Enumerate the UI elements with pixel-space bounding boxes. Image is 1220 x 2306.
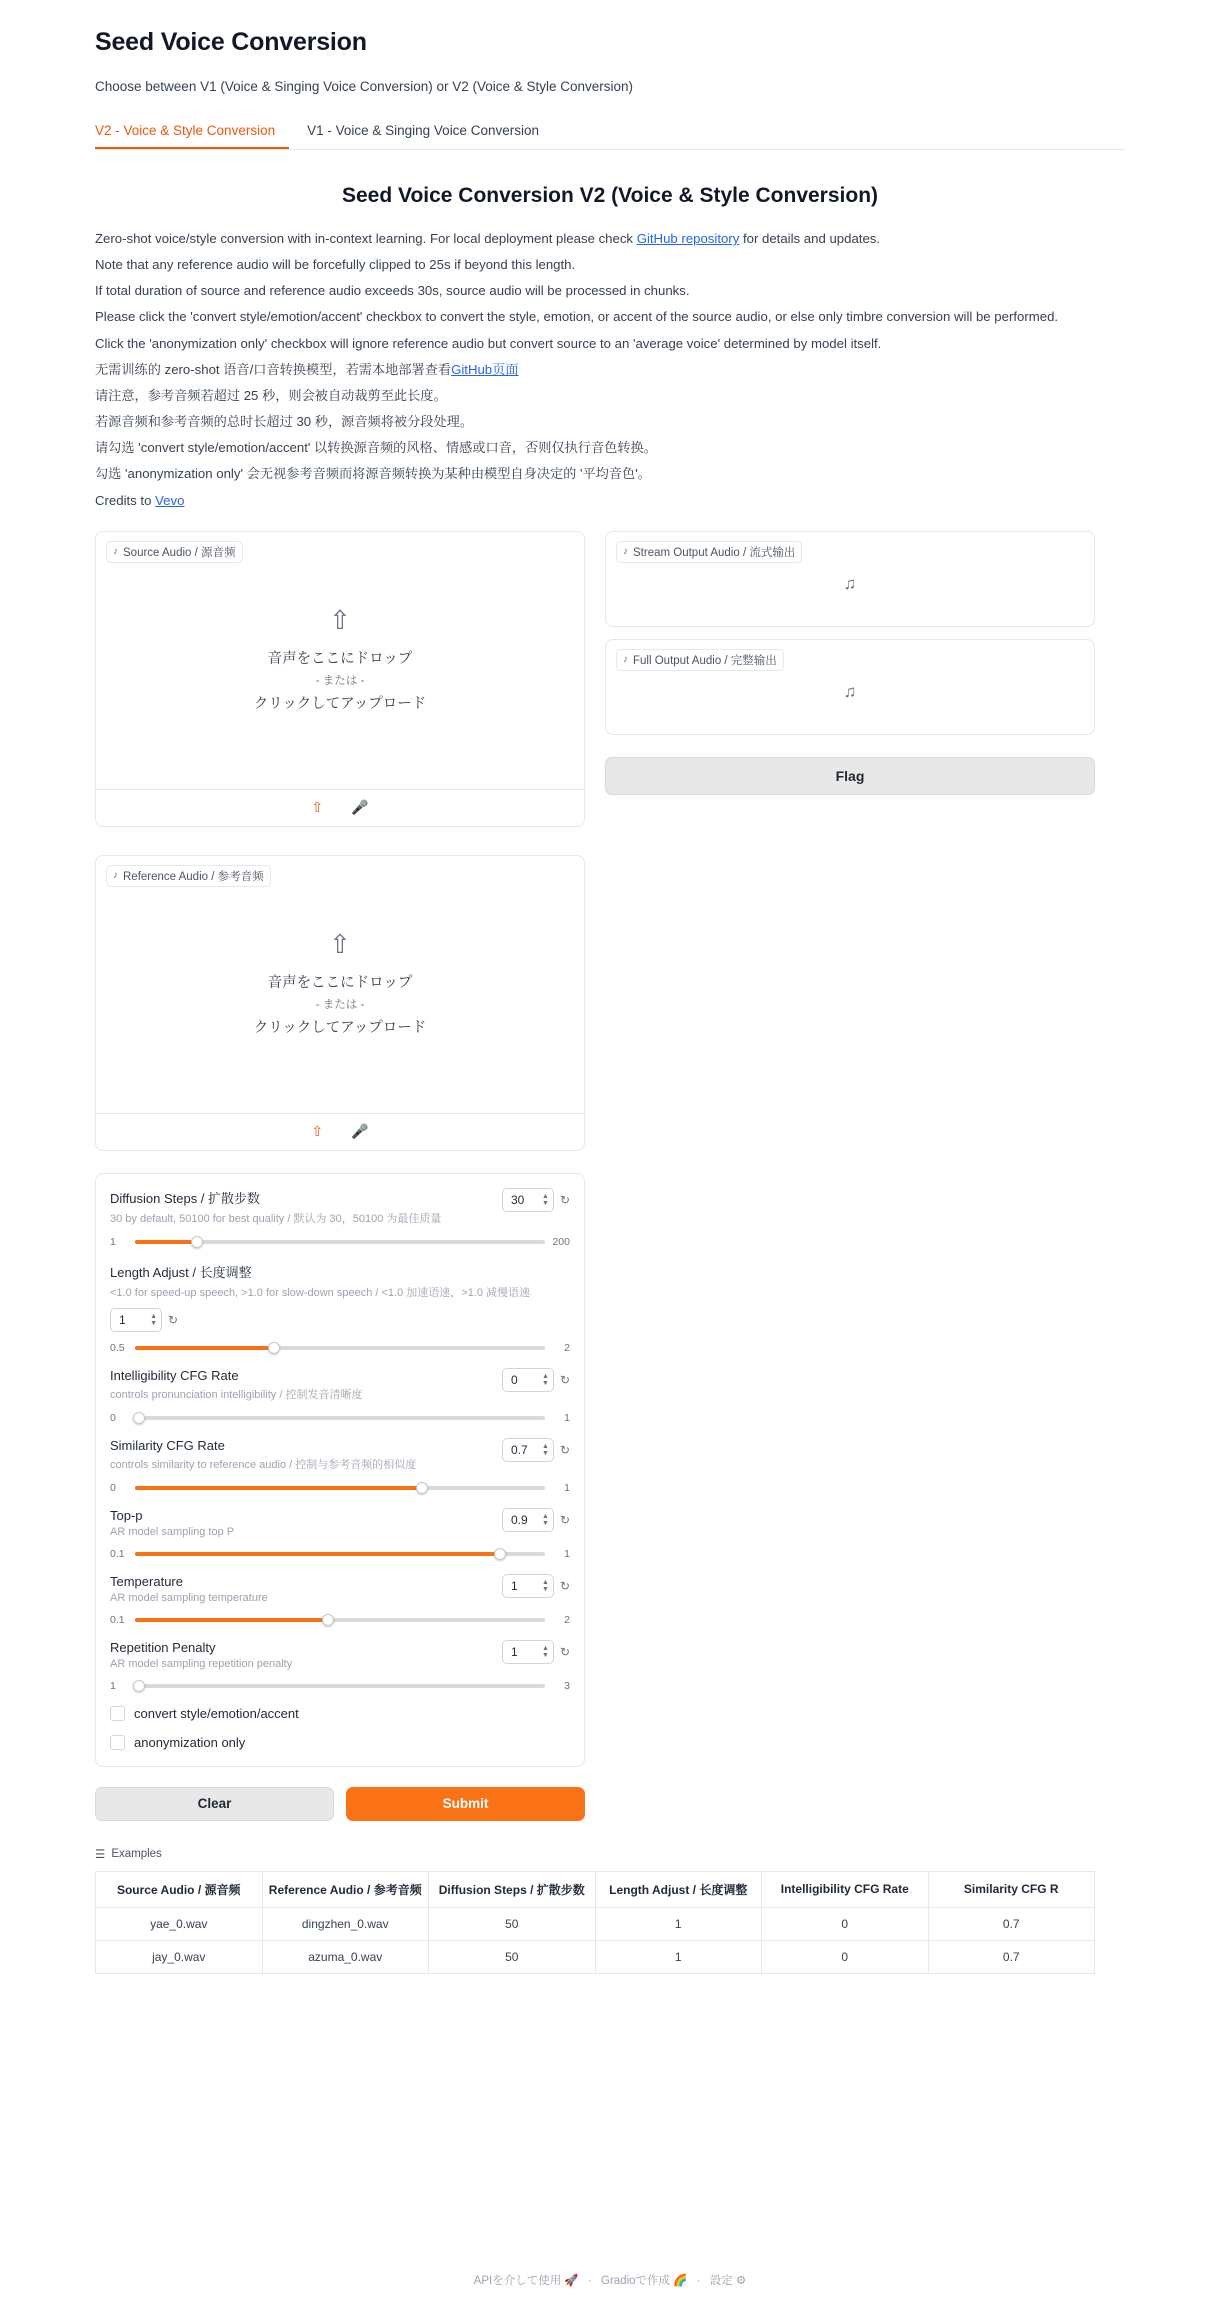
repetition-penalty-slider[interactable] xyxy=(135,1684,545,1688)
slider-max: 3 xyxy=(564,1679,570,1692)
source-drop-or: - または - xyxy=(315,675,365,688)
cell-diffusion-steps: 50 xyxy=(429,1940,596,1973)
reference-drop-or: - または - xyxy=(315,999,365,1012)
desc-line-7: 请注意，参考音频若超过 25 秒，则会被自动裁剪至此长度。 xyxy=(95,387,447,403)
desc-line-8: 若源音频和参考音频的总时长超过 30 秒，源音频将被分段处理。 xyxy=(95,414,474,430)
description-block xyxy=(95,230,1125,509)
reference-audio-box[interactable] xyxy=(95,855,585,1151)
table-header-row xyxy=(96,1871,1095,1907)
upload-icon: ⇧ xyxy=(329,929,351,960)
page-description: Choose between V1 (Voice & Singing Voice Conversion) or V2 (Voice & Style Conversion) xyxy=(95,79,634,94)
param-repetition-penalty xyxy=(110,1640,570,1692)
diffusion-steps-slider[interactable] xyxy=(135,1240,545,1244)
table-row[interactable] xyxy=(96,1907,1095,1940)
slider-knob[interactable] xyxy=(133,1412,145,1424)
reset-icon[interactable]: ↻ xyxy=(168,1312,179,1327)
desc-line-6: 无需训练的 zero-shot 语音/口音转换模型，若需本地部署查看 xyxy=(95,361,452,377)
desc-line-4: Please click the 'convert style/emotion/accent' checkbox to convert the style, emotion, or accent of the source audio, or else only timbre conversion will be performed. xyxy=(95,309,1059,325)
settings-link[interactable]: 設定 xyxy=(709,2275,733,2287)
slider-max: 200 xyxy=(552,1235,570,1248)
source-drop-click: クリックしてアップロード xyxy=(253,696,427,713)
reset-icon[interactable]: ↻ xyxy=(559,1512,570,1527)
col-similarity-cfg: Similarity CFG R xyxy=(928,1871,1095,1907)
gradio-icon: 🌈 xyxy=(673,2275,688,2287)
slider-knob[interactable] xyxy=(268,1342,280,1354)
tab-v2[interactable]: V2 - Voice & Style Conversion xyxy=(95,114,289,149)
intelligibility-cfg-slider[interactable] xyxy=(135,1416,545,1420)
param-title: Temperature xyxy=(110,1573,183,1589)
page-title: Seed Voice Conversion xyxy=(95,28,367,56)
stepper-icon[interactable]: ▲ ▼ xyxy=(542,1512,549,1527)
length-adjust-slider[interactable] xyxy=(135,1346,545,1350)
reset-icon[interactable]: ↻ xyxy=(559,1372,570,1387)
reference-drop-click: クリックしてアップロード xyxy=(253,1020,427,1037)
param-info: AR model sampling temperature xyxy=(110,1591,268,1604)
stepper-icon[interactable]: ▲ ▼ xyxy=(150,1312,157,1327)
github-cn-link[interactable]: GitHub页面 xyxy=(451,361,519,377)
param-top-p xyxy=(110,1508,570,1560)
temperature-input[interactable]: 1 ▲ ▼ xyxy=(502,1574,554,1598)
cell-reference-audio: azuma_0.wav xyxy=(262,1940,429,1973)
checkbox-box[interactable] xyxy=(110,1735,125,1750)
source-upload-icon[interactable]: ⇧ xyxy=(311,799,324,816)
slider-max: 1 xyxy=(564,1547,570,1560)
submit-button[interactable]: Submit xyxy=(346,1787,585,1821)
slider-max: 1 xyxy=(564,1481,570,1494)
desc-line-1: Zero-shot voice/style conversion with in-context learning. For local deployment please check xyxy=(95,231,637,246)
slider-knob[interactable] xyxy=(322,1614,334,1626)
stream-output-placeholder-icon: ♫ xyxy=(843,573,857,593)
stepper-icon[interactable]: ▲ ▼ xyxy=(542,1192,549,1207)
source-audio-dropzone[interactable] xyxy=(96,532,584,790)
checkbox-label: anonymization only xyxy=(134,1734,246,1750)
reference-audio-label: ♪ Reference Audio / 参考音频 xyxy=(106,865,271,887)
action-buttons xyxy=(95,1787,585,1821)
cell-intelligibility-cfg: 0 xyxy=(762,1907,929,1940)
param-title: Length Adjust / 长度调整 xyxy=(110,1264,252,1280)
param-info: controls similarity to reference audio / 控制与参考音频的相似度 xyxy=(110,1458,417,1471)
list-icon: ☰ xyxy=(95,1848,106,1861)
footer xyxy=(0,2272,1220,2288)
cell-diffusion-steps: 50 xyxy=(429,1907,596,1940)
col-length-adjust: Length Adjust / 长度调整 xyxy=(595,1871,762,1907)
reference-upload-icon[interactable]: ⇧ xyxy=(311,1123,324,1140)
slider-max: 2 xyxy=(564,1613,570,1626)
slider-knob[interactable] xyxy=(191,1236,203,1248)
stepper-icon[interactable]: ▲ ▼ xyxy=(542,1442,549,1457)
cell-source-audio: jay_0.wav xyxy=(96,1940,263,1973)
checkbox-box[interactable] xyxy=(110,1706,125,1721)
music-note-icon: ♪ xyxy=(623,546,628,558)
full-output-placeholder-icon: ♫ xyxy=(843,681,857,701)
col-diffusion-steps: Diffusion Steps / 扩散步数 xyxy=(429,1871,596,1907)
cell-reference-audio: dingzhen_0.wav xyxy=(262,1907,429,1940)
param-info: 30 by default, 50100 for best quality / 默认为 30，50100 为最佳质量 xyxy=(110,1212,442,1225)
length-adjust-input[interactable]: 1 ▲ ▼ xyxy=(110,1308,162,1332)
checkbox-anonymization-only[interactable] xyxy=(110,1735,570,1750)
clear-button[interactable]: Clear xyxy=(95,1787,334,1821)
stream-output-box xyxy=(605,531,1095,627)
intelligibility-cfg-input[interactable]: 0 ▲ ▼ xyxy=(502,1368,554,1392)
music-note-icon: ♪ xyxy=(623,654,628,666)
slider-min: 0.1 xyxy=(110,1547,125,1560)
github-repository-link[interactable]: GitHub repository xyxy=(636,231,740,246)
repetition-penalty-input[interactable]: 1 ▲ ▼ xyxy=(502,1640,554,1664)
stepper-icon[interactable]: ▲ ▼ xyxy=(542,1578,549,1593)
param-title: Intelligibility CFG Rate xyxy=(110,1367,239,1383)
music-note-icon: ♪ xyxy=(113,546,118,558)
param-diffusion-steps xyxy=(110,1188,570,1248)
rocket-icon: 🚀 xyxy=(564,2275,579,2287)
table-row[interactable] xyxy=(96,1940,1095,1973)
upload-icon: ⇧ xyxy=(329,605,351,636)
col-intelligibility-cfg: Intelligibility CFG Rate xyxy=(762,1871,929,1907)
stepper-icon[interactable]: ▲ ▼ xyxy=(542,1644,549,1659)
desc-line-3: If total duration of source and reference audio exceeds 30s, source audio will be processed in chunks. xyxy=(95,283,690,299)
temperature-slider[interactable] xyxy=(135,1618,545,1622)
gear-icon: ⚙ xyxy=(736,2275,747,2287)
reference-drop-text: 音声をここにドロップ xyxy=(267,975,413,992)
reference-audio-dropzone[interactable] xyxy=(96,856,584,1114)
param-info: AR model sampling repetition penalty xyxy=(110,1657,293,1670)
source-audio-box[interactable] xyxy=(95,531,585,827)
gradio-link[interactable]: Gradioで作成 xyxy=(601,2275,671,2287)
source-microphone-icon[interactable]: 🎤 xyxy=(351,799,369,816)
similarity-cfg-slider[interactable] xyxy=(135,1486,545,1490)
source-audio-actions xyxy=(96,790,584,826)
reset-icon[interactable]: ↻ xyxy=(559,1442,570,1457)
cell-intelligibility-cfg: 0 xyxy=(762,1940,929,1973)
col-source-audio: Source Audio / 源音频 xyxy=(96,1871,263,1907)
stepper-icon[interactable]: ▲ ▼ xyxy=(542,1372,549,1387)
param-title: Diffusion Steps / 扩散步数 xyxy=(110,1190,261,1206)
param-info: controls pronunciation intelligibility / 控制发音清晰度 xyxy=(110,1388,363,1401)
slider-max: 2 xyxy=(564,1341,570,1354)
param-title: Similarity CFG Rate xyxy=(110,1437,225,1453)
param-title: Repetition Penalty xyxy=(110,1639,216,1655)
slider-min: 1 xyxy=(110,1235,116,1248)
source-drop-text: 音声をここにドロップ xyxy=(267,651,413,668)
cell-length-adjust: 1 xyxy=(595,1940,762,1973)
param-length-adjust xyxy=(110,1262,570,1354)
full-output-box xyxy=(605,639,1095,735)
examples-heading: ☰ Examples xyxy=(95,1847,162,1861)
desc-line-1-tail: for details and updates. xyxy=(739,231,881,246)
section-title: Seed Voice Conversion V2 (Voice & Style Conversion) xyxy=(341,184,879,207)
reset-icon[interactable]: ↻ xyxy=(559,1578,570,1593)
cell-similarity-cfg: 0.7 xyxy=(928,1907,1095,1940)
flag-button[interactable]: Flag xyxy=(605,757,1095,795)
reset-icon[interactable]: ↻ xyxy=(559,1192,570,1207)
param-info: <1.0 for speed-up speech, >1.0 for slow-down speech / <1.0 加速语速，>1.0 减慢语速 xyxy=(110,1286,531,1299)
col-reference-audio: Reference Audio / 参考音频 xyxy=(262,1871,429,1907)
slider-knob[interactable] xyxy=(416,1482,428,1494)
tab-v1[interactable]: V1 - Voice & Singing Voice Conversion xyxy=(307,123,539,138)
cell-source-audio: yae_0.wav xyxy=(96,1907,263,1940)
param-intelligibility-cfg-rate xyxy=(110,1368,570,1424)
desc-line-10: 勾选 'anonymization only' 会无视参考音频而将源音频转换为某种由模型自身决定的 '平均音色'。 xyxy=(95,466,651,482)
music-note-icon: ♪ xyxy=(113,870,118,882)
diffusion-steps-input[interactable]: 30 ▲ ▼ xyxy=(502,1188,554,1212)
param-info: AR model sampling top P xyxy=(110,1525,235,1538)
top-p-slider[interactable] xyxy=(135,1552,545,1556)
reference-microphone-icon[interactable]: 🎤 xyxy=(351,1123,369,1140)
similarity-cfg-input[interactable]: 0.7 ▲ ▼ xyxy=(502,1438,554,1462)
slider-knob[interactable] xyxy=(494,1548,506,1560)
reset-icon[interactable]: ↻ xyxy=(559,1644,570,1659)
desc-line-5: Click the 'anonymization only' checkbox will ignore reference audio but convert source to an 'average voice' determined by model itself. xyxy=(95,335,882,351)
cell-length-adjust: 1 xyxy=(595,1907,762,1940)
slider-max: 1 xyxy=(564,1411,570,1424)
slider-min: 0 xyxy=(110,1411,116,1424)
parameters-panel xyxy=(95,1173,585,1767)
footer-separator: · xyxy=(696,2275,701,2287)
top-p-input[interactable]: 0.9 ▲ ▼ xyxy=(502,1508,554,1532)
examples-table xyxy=(95,1871,1095,1974)
api-link[interactable]: APIを介して使用 xyxy=(473,2275,562,2287)
full-output-label: ♪ Full Output Audio / 完整输出 xyxy=(616,649,784,671)
tab-bar xyxy=(95,114,1125,150)
source-audio-label: ♪ Source Audio / 源音频 xyxy=(106,541,243,563)
checkbox-label: convert style/emotion/accent xyxy=(134,1705,299,1721)
slider-min: 1 xyxy=(110,1679,116,1692)
desc-line-9: 请勾选 'convert style/emotion/accent' 以转换源音频的风格、情感或口音，否则仅执行音色转换。 xyxy=(95,440,657,456)
cell-similarity-cfg: 0.7 xyxy=(928,1940,1095,1973)
param-similarity-cfg-rate xyxy=(110,1438,570,1494)
desc-line-11: Credits to xyxy=(95,492,156,508)
param-temperature xyxy=(110,1574,570,1626)
checkbox-convert-style[interactable] xyxy=(110,1706,570,1721)
vevo-link[interactable]: Vevo xyxy=(155,492,185,508)
param-title: Top-p xyxy=(110,1507,143,1523)
slider-min: 0 xyxy=(110,1481,116,1494)
slider-min: 0.5 xyxy=(110,1341,125,1354)
slider-knob[interactable] xyxy=(133,1680,145,1692)
desc-line-2: Note that any reference audio will be forcefully clipped to 25s if beyond this length. xyxy=(95,257,576,273)
reference-audio-actions xyxy=(96,1114,584,1150)
footer-separator: · xyxy=(587,2275,592,2287)
stream-output-label: ♪ Stream Output Audio / 流式输出 xyxy=(616,541,802,563)
slider-min: 0.1 xyxy=(110,1613,125,1626)
